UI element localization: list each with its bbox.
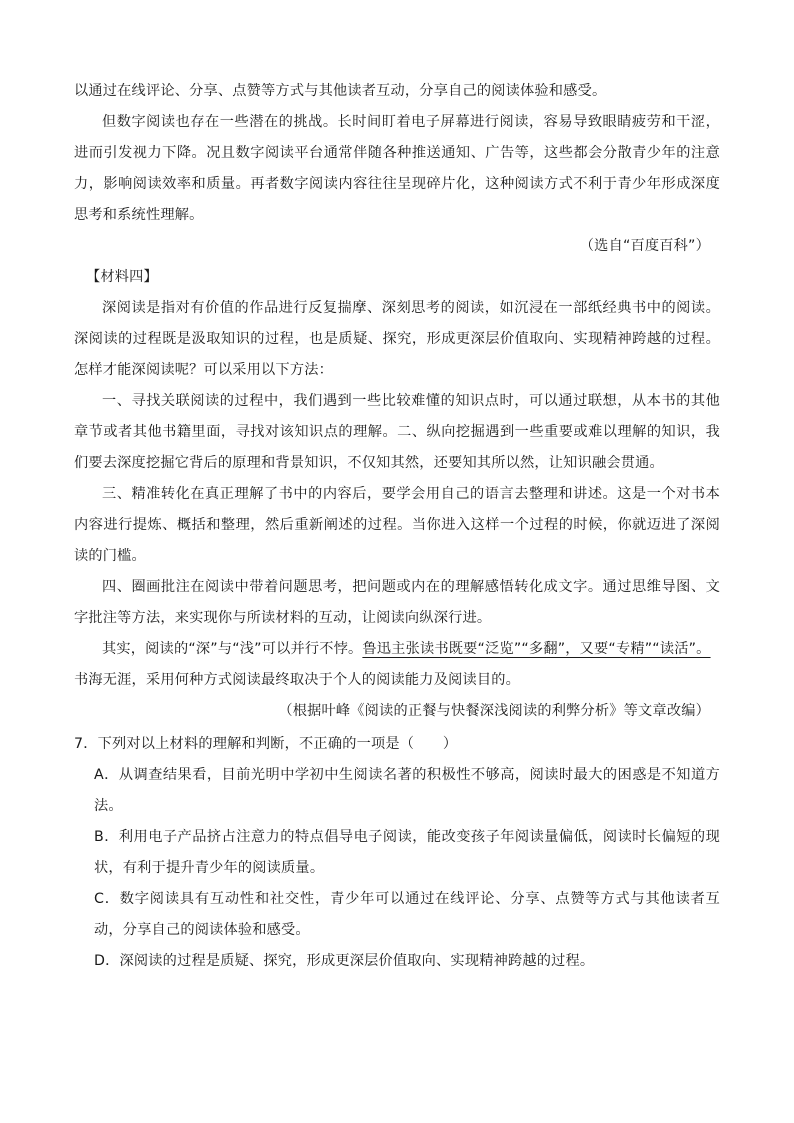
material4-conclusion-paragraph — [74, 634, 720, 696]
material4-intro-paragraph: 深阅读是指对有价值的作品进行反复揣摩、深刻思考的阅读，如沉浸在一部纸经典书中的阅读。深阅读的过程既是汲取知识的过程，也是质疑、探究，形成更深层价值取向、实现精神跨越的过程。怎样才能深阅读呢？可以采用以下方法： — [74, 300, 720, 378]
material3-continuation-paragraph: 以通过在线评论、分享、点赞等方式与其他读者互动，分享自己的阅读体验和感受。 — [74, 83, 607, 99]
material3-challenge-paragraph: 但数字阅读也存在一些潜在的挑战。长时间盯着电子屏幕进行阅读，容易导致眼睛疲劳和干涩，进而引发视力下降。况且数字阅读平台通常伴随各种推送通知、广告等，这些都会分散青少年的注意力，影响阅读效率和质量。再者数字阅读内容往往呈现碎片化，这种阅读方式不利于青少年形成深度思考和系统性理解。 — [74, 114, 720, 223]
question7-stem: 7．下列对以上材料的理解和判断，不正确的一项是（ ） — [74, 736, 458, 752]
question7-option-b: B．利用电子产品挤占注意力的特点倡导电子阅读，能改变孩子年阅读量偏低，阅读时长偏短的现状，有利于提升青少年的阅读质量。 — [94, 829, 720, 876]
material4-source: （根据叶峰《阅读的正餐与快餐深浅阅读的利弊分析》等文章改编） — [278, 703, 710, 719]
material4-method3-paragraph: 三、精准转化在真正理解了书中的内容后，要学会用自己的语言去整理和讲述。这是一个对书本内容进行提炼、概括和整理，然后重新阐述的过程。当你进入这样一个过程的时候，你就迈进了深阅读的门槛。 — [74, 486, 720, 564]
material4-method12-paragraph: 一、寻找关联阅读的过程中，我们遇到一些比较难懂的知识点时，可以通过联想，从本书的其他章节或者其他书籍里面，寻找对该知识点的理解。二、纵向挖掘遇到一些重要或难以理解的知识，我们要去深度挖掘它背后的原理和背景知识，不仅知其然，还要知其所以然，让知识融会贯通。 — [74, 393, 720, 471]
material4-method4-paragraph: 四、圈画批注在阅读中带着问题思考，把问题或内在的理解感悟转化成文字。通过思维导图、文字批注等方法，来实现你与所读材料的互动，让阅读向纵深行进。 — [74, 579, 720, 626]
question7-option-a: A．从调查结果看，目前光明中学初中生阅读名著的积极性不够高，阅读时最大的困惑是不知道方法。 — [94, 767, 720, 814]
conclusion-text-a: 其实，阅读的“深”与“浅”可以并行不悖。 — [102, 641, 363, 657]
question7-option-d: D．深阅读的过程是质疑、探究，形成更深层价值取向、实现精神跨越的过程。 — [94, 953, 595, 969]
conclusion-underlined-text: 鲁迅主张读书既要“泛览”“多翻”，又要“专精”“读活”。 — [362, 641, 711, 657]
material3-source: （选自“百度百科”） — [579, 238, 710, 254]
page-content — [74, 76, 720, 977]
question7-option-c: C．数字阅读具有互动性和社交性，青少年可以通过在线评论、分享、点赞等方式与其他读者互动，分享自己的阅读体验和感受。 — [94, 891, 720, 938]
conclusion-text-b: 书海无涯，采用何种方式阅读最终取决于个人的阅读能力及阅读目的。 — [74, 672, 521, 688]
material4-heading: 【材料四】 — [86, 269, 158, 285]
